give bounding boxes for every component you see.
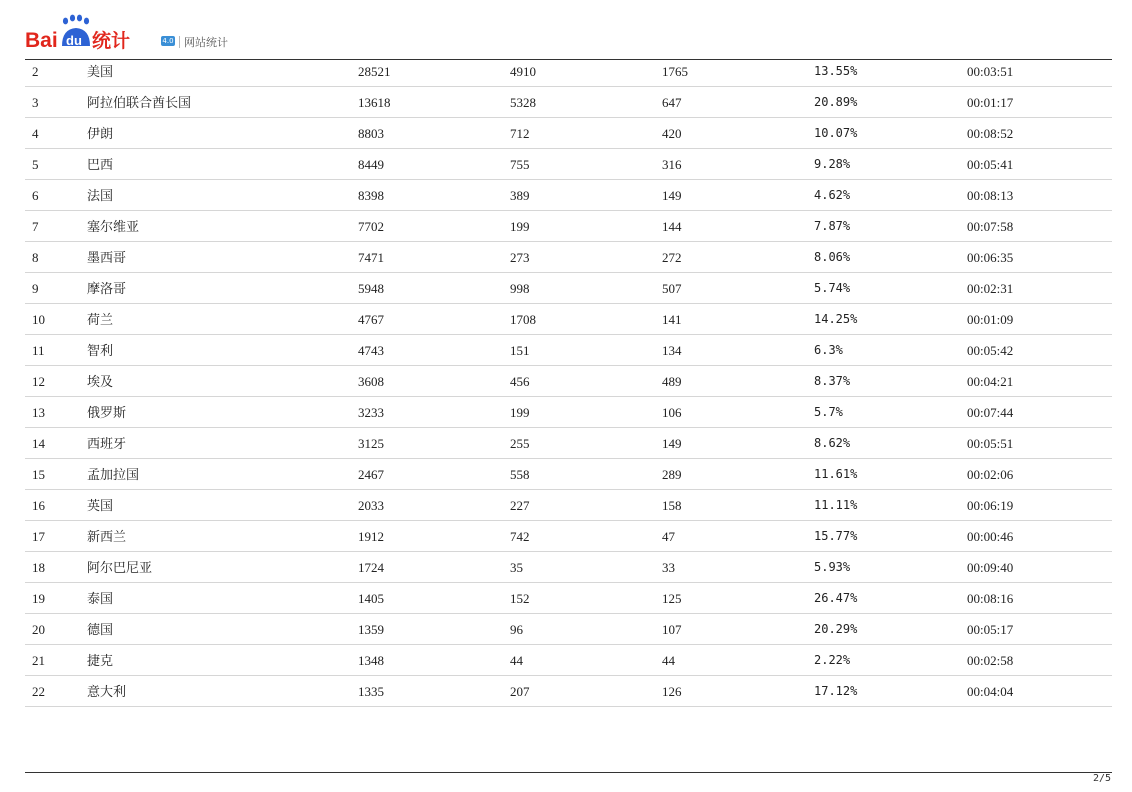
- version-badge: 4.0: [162, 37, 174, 45]
- cell-pageviews: 8803: [358, 126, 384, 141]
- cell-ip-count: 141: [662, 312, 682, 327]
- cell-ip-count: 106: [662, 405, 682, 420]
- cell-bounce-rate: 10.07%: [814, 126, 858, 140]
- cell-ip-count: 507: [662, 281, 682, 296]
- table-row: [25, 56, 1112, 87]
- cell-rank: 5: [32, 157, 39, 172]
- cell-country: 新西兰: [87, 529, 127, 544]
- table-row: [25, 583, 1112, 614]
- cell-ip-count: 420: [662, 126, 682, 141]
- cell-bounce-rate: 17.12%: [814, 684, 858, 698]
- cell-visitors: 96: [510, 622, 523, 637]
- cell-rank: 14: [32, 436, 45, 451]
- cell-avg-duration: 00:05:51: [967, 436, 1014, 451]
- cell-bounce-rate: 11.61%: [814, 467, 858, 481]
- cell-bounce-rate: 2.22%: [814, 653, 851, 667]
- cell-pageviews: 13618: [358, 95, 391, 110]
- table-row: [25, 459, 1112, 490]
- cell-visitors: 389: [510, 188, 530, 203]
- cell-ip-count: 149: [662, 436, 682, 451]
- table-row: [25, 490, 1112, 521]
- cell-country: 法国: [87, 188, 114, 203]
- table-row: [25, 397, 1112, 428]
- cell-pageviews: 1359: [358, 622, 384, 637]
- cell-avg-duration: 00:07:44: [967, 405, 1014, 420]
- cell-rank: 22: [32, 684, 45, 699]
- cell-ip-count: 272: [662, 250, 682, 265]
- cell-pageviews: 2033: [358, 498, 384, 513]
- cell-visitors: 273: [510, 250, 530, 265]
- logo-tongji-text: 统计: [92, 30, 131, 52]
- table-row: [25, 149, 1112, 180]
- cell-rank: 11: [32, 343, 45, 358]
- cell-rank: 7: [32, 219, 39, 234]
- header-divider: [179, 36, 180, 48]
- table-row: [25, 614, 1112, 645]
- cell-rank: 21: [32, 653, 45, 668]
- cell-ip-count: 107: [662, 622, 682, 637]
- cell-ip-count: 126: [662, 684, 682, 699]
- cell-country: 美国: [87, 64, 114, 79]
- cell-bounce-rate: 13.55%: [814, 64, 858, 78]
- cell-pageviews: 1405: [358, 591, 384, 606]
- cell-pageviews: 8449: [358, 157, 384, 172]
- cell-rank: 8: [32, 250, 39, 265]
- cell-country: 泰国: [87, 591, 114, 606]
- cell-visitors: 4910: [510, 64, 536, 79]
- cell-pageviews: 4767: [358, 312, 384, 327]
- bottom-rule: [25, 772, 1112, 773]
- cell-ip-count: 316: [662, 157, 682, 172]
- cell-pageviews: 1335: [358, 684, 384, 699]
- country-stats-table: [25, 56, 1112, 707]
- cell-pageviews: 3125: [358, 436, 384, 451]
- cell-bounce-rate: 6.3%: [814, 343, 843, 357]
- cell-pageviews: 2467: [358, 467, 384, 482]
- cell-pageviews: 3233: [358, 405, 384, 420]
- cell-rank: 4: [32, 126, 39, 141]
- cell-avg-duration: 00:07:58: [967, 219, 1014, 234]
- cell-country: 阿拉伯联合酋长国: [87, 95, 192, 110]
- cell-avg-duration: 00:08:13: [967, 188, 1014, 203]
- baidu-tongji-logo: [25, 12, 155, 54]
- cell-country: 摩洛哥: [87, 281, 127, 296]
- site-stats-label: 网站统计: [184, 36, 228, 49]
- cell-visitors: 742: [510, 529, 530, 544]
- cell-bounce-rate: 9.28%: [814, 157, 851, 171]
- cell-ip-count: 647: [662, 95, 682, 110]
- cell-pageviews: 8398: [358, 188, 384, 203]
- cell-bounce-rate: 15.77%: [814, 529, 858, 543]
- cell-country: 塞尔维亚: [87, 219, 140, 234]
- cell-ip-count: 149: [662, 188, 682, 203]
- cell-bounce-rate: 11.11%: [814, 498, 858, 512]
- cell-visitors: 44: [510, 653, 523, 668]
- cell-bounce-rate: 20.89%: [814, 95, 858, 109]
- cell-visitors: 207: [510, 684, 530, 699]
- cell-avg-duration: 00:00:46: [967, 529, 1014, 544]
- cell-visitors: 456: [510, 374, 530, 389]
- cell-country: 阿尔巴尼亚: [87, 560, 153, 575]
- page-number: 2/5: [1092, 773, 1111, 784]
- cell-avg-duration: 00:03:51: [967, 64, 1014, 79]
- cell-ip-count: 158: [662, 498, 682, 513]
- cell-rank: 3: [32, 95, 39, 110]
- cell-bounce-rate: 8.06%: [814, 250, 851, 264]
- cell-rank: 13: [32, 405, 45, 420]
- logo-du-text: du: [66, 33, 82, 48]
- cell-country: 西班牙: [87, 436, 127, 451]
- cell-avg-duration: 00:08:52: [967, 126, 1014, 141]
- cell-rank: 6: [32, 188, 39, 203]
- table-row: [25, 676, 1112, 707]
- cell-rank: 16: [32, 498, 45, 513]
- cell-country: 英国: [87, 498, 114, 513]
- table-row: [25, 645, 1112, 676]
- cell-country: 埃及: [87, 374, 114, 389]
- cell-country: 巴西: [87, 157, 114, 172]
- cell-country: 俄罗斯: [87, 405, 127, 420]
- cell-visitors: 199: [510, 219, 530, 234]
- table-row: [25, 428, 1112, 459]
- cell-avg-duration: 00:04:04: [967, 684, 1014, 699]
- cell-bounce-rate: 26.47%: [814, 591, 858, 605]
- cell-bounce-rate: 5.74%: [814, 281, 851, 295]
- cell-visitors: 1708: [510, 312, 536, 327]
- cell-avg-duration: 00:01:09: [967, 312, 1014, 327]
- cell-visitors: 755: [510, 157, 530, 172]
- cell-pageviews: 1912: [358, 529, 384, 544]
- table-row: [25, 304, 1112, 335]
- cell-ip-count: 33: [662, 560, 675, 575]
- cell-pageviews: 5948: [358, 281, 384, 296]
- cell-ip-count: 489: [662, 374, 682, 389]
- cell-ip-count: 44: [662, 653, 675, 668]
- cell-visitors: 199: [510, 405, 530, 420]
- cell-avg-duration: 00:05:41: [967, 157, 1014, 172]
- cell-pageviews: 7471: [358, 250, 384, 265]
- cell-ip-count: 47: [662, 529, 675, 544]
- cell-avg-duration: 00:02:31: [967, 281, 1014, 296]
- cell-country: 伊朗: [87, 126, 114, 141]
- cell-pageviews: 1348: [358, 653, 384, 668]
- cell-rank: 18: [32, 560, 45, 575]
- cell-avg-duration: 00:04:21: [967, 374, 1014, 389]
- cell-avg-duration: 00:05:42: [967, 343, 1014, 358]
- cell-bounce-rate: 5.93%: [814, 560, 851, 574]
- cell-pageviews: 1724: [358, 560, 384, 575]
- cell-bounce-rate: 8.62%: [814, 436, 851, 450]
- cell-bounce-rate: 14.25%: [814, 312, 858, 326]
- cell-rank: 10: [32, 312, 45, 327]
- cell-rank: 17: [32, 529, 45, 544]
- cell-country: 孟加拉国: [87, 467, 140, 482]
- cell-visitors: 227: [510, 498, 530, 513]
- cell-visitors: 712: [510, 126, 530, 141]
- cell-rank: 9: [32, 281, 39, 296]
- cell-avg-duration: 00:06:35: [967, 250, 1014, 265]
- cell-bounce-rate: 4.62%: [814, 188, 851, 202]
- cell-pageviews: 3608: [358, 374, 384, 389]
- cell-rank: 20: [32, 622, 45, 637]
- table-row: [25, 211, 1112, 242]
- table-row: [25, 118, 1112, 149]
- cell-pageviews: 28521: [358, 64, 391, 79]
- cell-ip-count: 134: [662, 343, 682, 358]
- table-row: [25, 335, 1112, 366]
- cell-rank: 19: [32, 591, 45, 606]
- cell-avg-duration: 00:06:19: [967, 498, 1014, 513]
- cell-avg-duration: 00:02:06: [967, 467, 1014, 482]
- cell-country: 意大利: [87, 684, 127, 699]
- cell-country: 捷克: [87, 653, 114, 668]
- table-row: [25, 552, 1112, 583]
- cell-pageviews: 4743: [358, 343, 384, 358]
- cell-visitors: 5328: [510, 95, 536, 110]
- cell-avg-duration: 00:09:40: [967, 560, 1014, 575]
- cell-bounce-rate: 20.29%: [814, 622, 858, 636]
- cell-avg-duration: 00:02:58: [967, 653, 1014, 668]
- cell-ip-count: 1765: [662, 64, 688, 79]
- report-header: [25, 12, 425, 54]
- cell-bounce-rate: 7.87%: [814, 219, 851, 233]
- logo-bai-text: Bai: [25, 29, 58, 52]
- cell-rank: 12: [32, 374, 45, 389]
- cell-visitors: 998: [510, 281, 530, 296]
- cell-country: 智利: [87, 343, 114, 358]
- table-row: [25, 521, 1112, 552]
- table-row: [25, 366, 1112, 397]
- cell-rank: 15: [32, 467, 45, 482]
- cell-rank: 2: [32, 64, 39, 79]
- cell-country: 墨西哥: [87, 250, 127, 265]
- cell-visitors: 35: [510, 560, 523, 575]
- cell-visitors: 255: [510, 436, 530, 451]
- cell-ip-count: 144: [662, 219, 682, 234]
- cell-visitors: 152: [510, 591, 530, 606]
- cell-country: 荷兰: [87, 312, 114, 327]
- cell-avg-duration: 00:01:17: [967, 95, 1014, 110]
- cell-avg-duration: 00:05:17: [967, 622, 1014, 637]
- cell-visitors: 151: [510, 343, 530, 358]
- cell-ip-count: 289: [662, 467, 682, 482]
- cell-avg-duration: 00:08:16: [967, 591, 1014, 606]
- cell-pageviews: 7702: [358, 219, 384, 234]
- cell-ip-count: 125: [662, 591, 682, 606]
- cell-bounce-rate: 5.7%: [814, 405, 843, 419]
- table-row: [25, 242, 1112, 273]
- cell-country: 德国: [87, 622, 114, 637]
- table-row: [25, 273, 1112, 304]
- table-row: [25, 180, 1112, 211]
- cell-visitors: 558: [510, 467, 530, 482]
- table-row: [25, 87, 1112, 118]
- cell-bounce-rate: 8.37%: [814, 374, 851, 388]
